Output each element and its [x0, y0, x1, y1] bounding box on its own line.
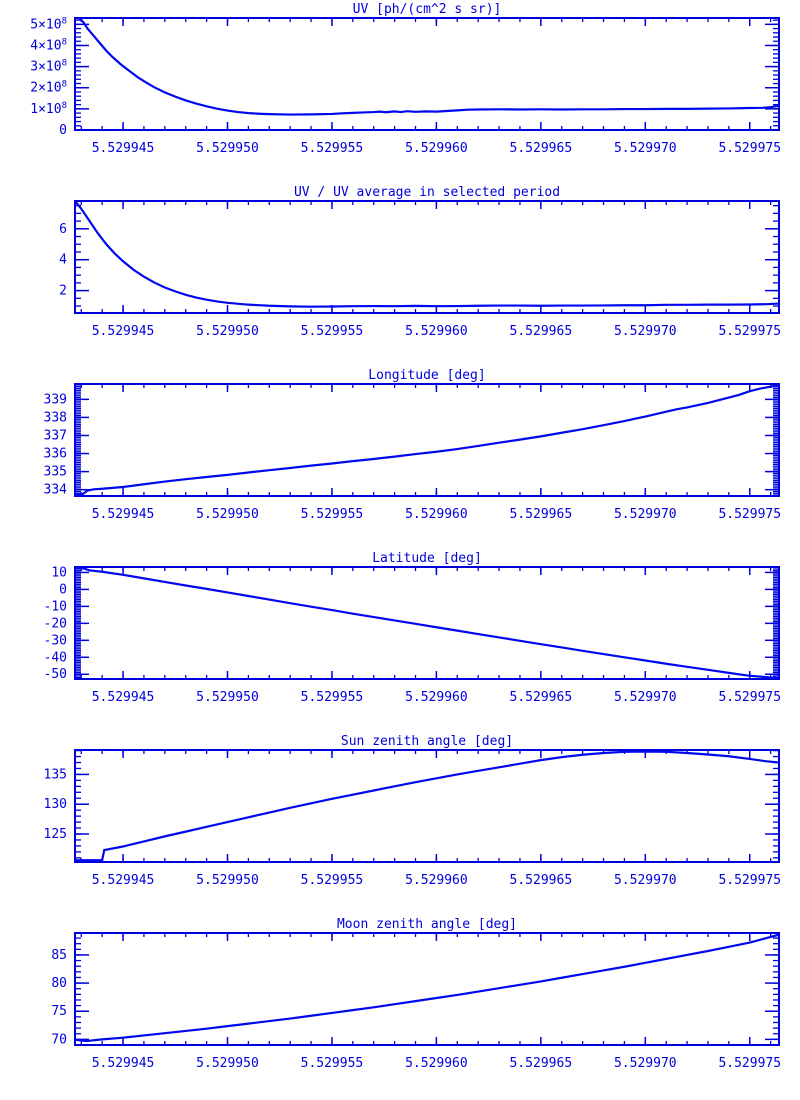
svg-text:5.529960: 5.529960: [405, 1056, 468, 1071]
svg-text:0: 0: [59, 123, 67, 138]
svg-text:5.529955: 5.529955: [300, 873, 364, 888]
svg-text:5.529955: 5.529955: [300, 324, 364, 339]
svg-text:5.529965: 5.529965: [509, 324, 573, 339]
plot-title-longitude: Longitude [deg]: [368, 368, 486, 383]
svg-text:-40: -40: [43, 650, 67, 666]
svg-text:337: 337: [43, 428, 67, 444]
svg-text:3×108: $3\times 10^8$: [30, 58, 67, 75]
svg-text:2: 2: [59, 283, 67, 299]
svg-text:2×108: $2\times 10^8$: [30, 79, 67, 96]
svg-text:125: 125: [43, 827, 67, 842]
svg-text:70: 70: [51, 1032, 67, 1048]
svg-text:5.529965: 5.529965: [509, 141, 573, 156]
svg-text:5.529950: 5.529950: [196, 690, 259, 705]
svg-text:10: 10: [51, 565, 67, 581]
svg-text:5.529950: 5.529950: [196, 141, 259, 156]
svg-text:5.529975: 5.529975: [718, 324, 782, 339]
svg-text:135: 135: [43, 767, 67, 783]
svg-text:130: 130: [43, 797, 67, 813]
plot-slot-latitude: [0, 549, 800, 734]
svg-text:5.529945: 5.529945: [91, 1056, 155, 1071]
svg-text:5.529955: 5.529955: [300, 141, 364, 156]
svg-text:75: 75: [51, 1004, 67, 1020]
plot-canvas-uv-ratio: [0, 183, 800, 368]
svg-text:336: 336: [43, 446, 67, 462]
svg-text:335: 335: [43, 464, 67, 480]
svg-text:5.529965: 5.529965: [509, 1056, 573, 1071]
svg-text:5.529945: 5.529945: [91, 507, 155, 522]
svg-text:4: 4: [59, 252, 67, 268]
svg-text:5.529970: 5.529970: [613, 873, 677, 888]
plot-title-uv: UV [ph/(cm^2 s sr)]: [352, 2, 502, 17]
svg-text:5.529950: 5.529950: [196, 1056, 259, 1071]
svg-text:5.529945: 5.529945: [91, 690, 155, 705]
svg-text:5.529975: 5.529975: [718, 1056, 782, 1071]
svg-text:5.529945: 5.529945: [91, 141, 155, 156]
plot-canvas-longitude: [0, 366, 800, 551]
plot-title-sun-zenith: Sun zenith angle [deg]: [340, 734, 514, 749]
svg-text:-10: -10: [43, 599, 67, 615]
plot-slot-moon-zenith: [0, 915, 800, 1100]
plot-title-latitude: Latitude [deg]: [372, 551, 482, 566]
svg-text:80: 80: [51, 976, 67, 992]
svg-text:4×108: $4\times 10^8$: [30, 37, 67, 54]
svg-text:5.529975: 5.529975: [718, 507, 782, 522]
svg-text:5.529960: 5.529960: [405, 690, 468, 705]
svg-text:6: 6: [59, 221, 67, 237]
svg-text:5.529960: 5.529960: [405, 141, 468, 156]
svg-text:5.529970: 5.529970: [613, 507, 677, 522]
svg-text:5×108: $5\times 10^8$: [30, 16, 67, 33]
svg-text:5.529945: 5.529945: [91, 873, 155, 888]
plot-slot-sun-zenith: [0, 732, 800, 917]
svg-text:5.529955: 5.529955: [300, 690, 364, 705]
svg-text:5.529970: 5.529970: [613, 141, 677, 156]
svg-text:-50: -50: [43, 667, 67, 683]
svg-text:5.529960: 5.529960: [405, 324, 468, 339]
svg-text:-20: -20: [43, 616, 67, 632]
svg-text:5.529950: 5.529950: [196, 873, 259, 888]
svg-text:5.529960: 5.529960: [405, 873, 468, 888]
svg-text:334: 334: [43, 482, 67, 498]
svg-text:5.529975: 5.529975: [718, 141, 782, 156]
svg-text:5.529975: 5.529975: [718, 690, 782, 705]
plot-canvas-uv: [0, 0, 800, 185]
plot-title-moon-zenith: Moon zenith angle [deg]: [336, 917, 517, 932]
plot-title-uv-ratio: UV / UV average in selected period: [293, 185, 561, 200]
plot-slot-longitude: [0, 366, 800, 551]
plot-canvas-moon-zenith: [0, 915, 800, 1100]
svg-text:5.529945: 5.529945: [91, 324, 155, 339]
svg-text:5.529950: 5.529950: [196, 507, 259, 522]
plot-slot-uv-ratio: [0, 183, 800, 368]
svg-text:5.529950: 5.529950: [196, 324, 259, 339]
svg-text:338: 338: [43, 410, 67, 426]
svg-text:85: 85: [51, 947, 67, 963]
svg-text:0: 0: [59, 582, 67, 598]
plot-canvas-sun-zenith: [0, 732, 800, 917]
svg-text:5.529970: 5.529970: [613, 1056, 677, 1071]
svg-text:-30: -30: [43, 633, 67, 649]
svg-text:5.529970: 5.529970: [613, 690, 677, 705]
svg-text:5.529970: 5.529970: [613, 324, 677, 339]
plot-slot-uv: [0, 0, 800, 185]
svg-text:5.529965: 5.529965: [509, 690, 573, 705]
svg-text:5.529955: 5.529955: [300, 507, 364, 522]
svg-text:5.529975: 5.529975: [718, 873, 782, 888]
plot-canvas-latitude: [0, 549, 800, 734]
svg-text:5.529955: 5.529955: [300, 1056, 364, 1071]
svg-text:5.529965: 5.529965: [509, 507, 573, 522]
svg-text:1×108: $1\times 10^8$: [30, 100, 67, 117]
svg-text:5.529960: 5.529960: [405, 507, 468, 522]
svg-text:5.529965: 5.529965: [509, 873, 573, 888]
svg-text:339: 339: [43, 392, 67, 408]
